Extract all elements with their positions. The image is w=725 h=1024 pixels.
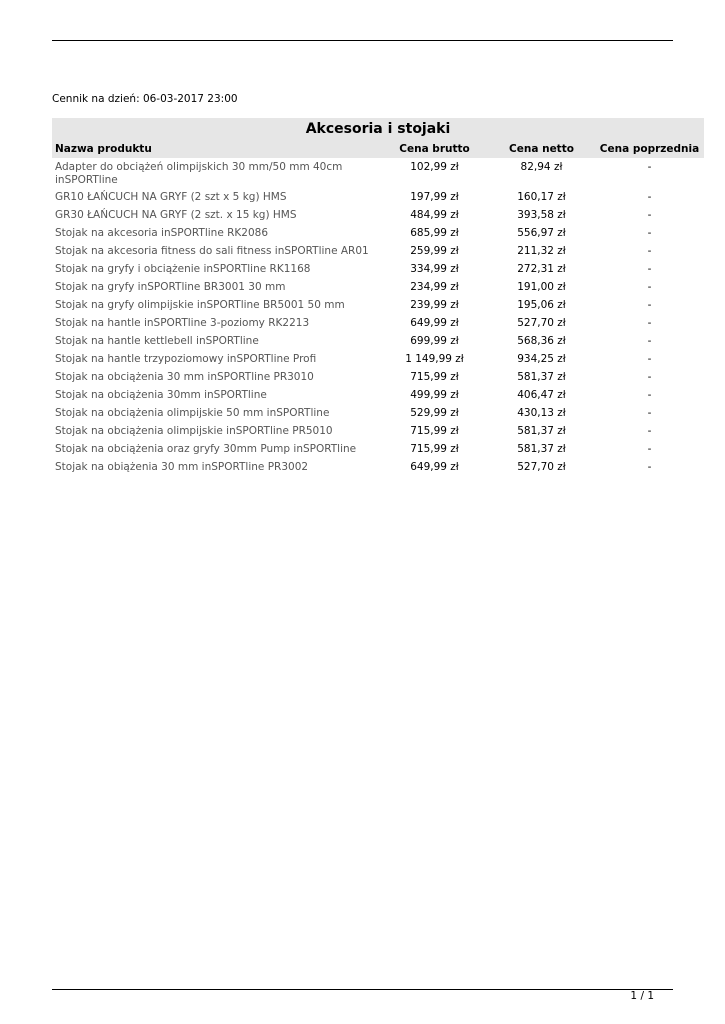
top-divider	[52, 40, 673, 41]
price-brutto-cell: 1 149,99 zł	[405, 353, 464, 365]
price-brutto-cell: 715,99 zł	[410, 371, 459, 383]
product-name-cell: GR30 ŁAŃCUCH NA GRYF (2 szt. x 15 kg) HMS	[55, 209, 297, 221]
product-name-cell: Stojak na hantle inSPORTline 3-poziomy RK2213	[55, 317, 310, 329]
price-brutto-cell: 197,99 zł	[410, 191, 459, 203]
price-brutto-cell: 499,99 zł	[410, 389, 459, 401]
product-name-cell: Stojak na akcesoria fitness do sali fitness inSPORTline AR01	[55, 245, 369, 257]
table-row	[52, 297, 704, 315]
product-name-cell: GR10 ŁAŃCUCH NA GRYF (2 szt x 5 kg) HMS	[55, 191, 287, 203]
price-netto-cell: 406,47 zł	[517, 389, 566, 401]
category-title: Akcesoria i stojaki	[305, 121, 451, 137]
price-netto-cell: 195,06 zł	[517, 299, 566, 311]
price-brutto-cell: 715,99 zł	[410, 443, 459, 455]
price-brutto-cell: 649,99 zł	[410, 317, 459, 329]
table-row	[52, 315, 704, 333]
price-netto-cell: 211,32 zł	[517, 245, 566, 257]
product-name-cell: Stojak na gryfy i obciążenie inSPORTline RK1168	[55, 263, 311, 275]
price-netto-cell: 934,25 zł	[517, 353, 566, 365]
product-name-cell: Stojak na hantle trzypoziomowy inSPORTline Profi	[55, 353, 317, 365]
table-header-band	[52, 118, 704, 158]
table-row	[52, 351, 704, 369]
table-body	[52, 158, 704, 477]
table-row	[52, 387, 704, 405]
price-netto-cell: 160,17 zł	[517, 191, 566, 203]
column-header-brutto: Cena brutto	[399, 143, 470, 155]
table-row	[52, 405, 704, 423]
product-name-cell: Stojak na obciążenia oraz gryfy 30mm Pump inSPORTline	[55, 443, 357, 455]
product-name-cell: Stojak na obciążenia olimpijskie 50 mm inSPORTline	[55, 407, 330, 419]
product-name-cell: Stojak na obiążenia 30 mm inSPORTline PR3002	[55, 461, 309, 473]
price-previous-cell: -	[647, 209, 652, 221]
price-netto-cell: 581,37 zł	[517, 425, 566, 437]
price-netto-cell: 393,58 zł	[517, 209, 566, 221]
price-previous-cell: -	[647, 353, 652, 365]
bottom-divider	[52, 989, 673, 990]
table-row	[52, 159, 704, 189]
price-netto-cell: 527,70 zł	[517, 461, 566, 473]
column-header-name: Nazwa produktu	[55, 143, 152, 155]
price-netto-cell: 272,31 zł	[517, 263, 566, 275]
price-brutto-cell: 239,99 zł	[410, 299, 459, 311]
price-previous-cell: -	[647, 389, 652, 401]
price-netto-cell: 581,37 zł	[517, 371, 566, 383]
product-name-cell: Stojak na gryfy olimpijskie inSPORTline BR5001 50 mm	[55, 299, 345, 311]
price-brutto-cell: 699,99 zł	[410, 335, 459, 347]
price-previous-cell: -	[647, 263, 652, 275]
table-row	[52, 333, 704, 351]
column-header-netto: Cena netto	[509, 143, 574, 155]
table-row	[52, 261, 704, 279]
price-netto-cell: 527,70 zł	[517, 317, 566, 329]
table-row	[52, 423, 704, 441]
price-netto-cell: 568,36 zł	[517, 335, 566, 347]
table-row	[52, 243, 704, 261]
price-list-date: Cennik na dzień: 06-03-2017 23:00	[52, 93, 238, 105]
price-previous-cell: -	[647, 281, 652, 293]
price-previous-cell: -	[647, 191, 652, 203]
price-brutto-cell: 715,99 zł	[410, 425, 459, 437]
table-row	[52, 189, 704, 207]
price-previous-cell: -	[647, 299, 652, 311]
product-name-cell: Stojak na obciążenia 30 mm inSPORTline PR3010	[55, 371, 314, 383]
price-table	[52, 118, 704, 477]
price-netto-cell: 191,00 zł	[517, 281, 566, 293]
price-previous-cell: -	[647, 425, 652, 437]
table-row	[52, 279, 704, 297]
price-previous-cell: -	[647, 161, 652, 173]
price-previous-cell: -	[647, 407, 652, 419]
price-previous-cell: -	[647, 317, 652, 329]
product-name-cell: Stojak na obciążenia olimpijskie inSPORTline PR5010	[55, 425, 333, 437]
price-brutto-cell: 685,99 zł	[410, 227, 459, 239]
product-name-cell: Stojak na gryfy inSPORTline BR3001 30 mm	[55, 281, 286, 293]
price-previous-cell: -	[647, 227, 652, 239]
product-name-cell: Adapter do obciążeń olimpijskich 30 mm/50 mm 40cm inSPORTline	[55, 161, 343, 186]
price-brutto-cell: 234,99 zł	[410, 281, 459, 293]
column-header-previous: Cena poprzednia	[599, 143, 700, 155]
column-headers	[52, 142, 704, 156]
product-name-cell: Stojak na hantle kettlebell inSPORTline	[55, 335, 259, 347]
price-netto-cell: 82,94 zł	[520, 161, 563, 173]
price-brutto-cell: 334,99 zł	[410, 263, 459, 275]
table-row	[52, 441, 704, 459]
price-previous-cell: -	[647, 461, 652, 473]
product-name-cell: Stojak na akcesoria inSPORTline RK2086	[55, 227, 269, 239]
page-number: 1 / 1	[630, 990, 654, 1002]
price-previous-cell: -	[647, 443, 652, 455]
price-brutto-cell: 529,99 zł	[410, 407, 459, 419]
price-previous-cell: -	[647, 245, 652, 257]
price-previous-cell: -	[647, 335, 652, 347]
table-row	[52, 225, 704, 243]
price-netto-cell: 581,37 zł	[517, 443, 566, 455]
table-row	[52, 369, 704, 387]
price-brutto-cell: 102,99 zł	[410, 161, 459, 173]
price-netto-cell: 556,97 zł	[517, 227, 566, 239]
table-row	[52, 459, 704, 477]
table-row	[52, 207, 704, 225]
price-previous-cell: -	[647, 371, 652, 383]
price-brutto-cell: 484,99 zł	[410, 209, 459, 221]
product-name-cell: Stojak na obciążenia 30mm inSPORTline	[55, 389, 267, 401]
price-brutto-cell: 649,99 zł	[410, 461, 459, 473]
price-brutto-cell: 259,99 zł	[410, 245, 459, 257]
price-netto-cell: 430,13 zł	[517, 407, 566, 419]
